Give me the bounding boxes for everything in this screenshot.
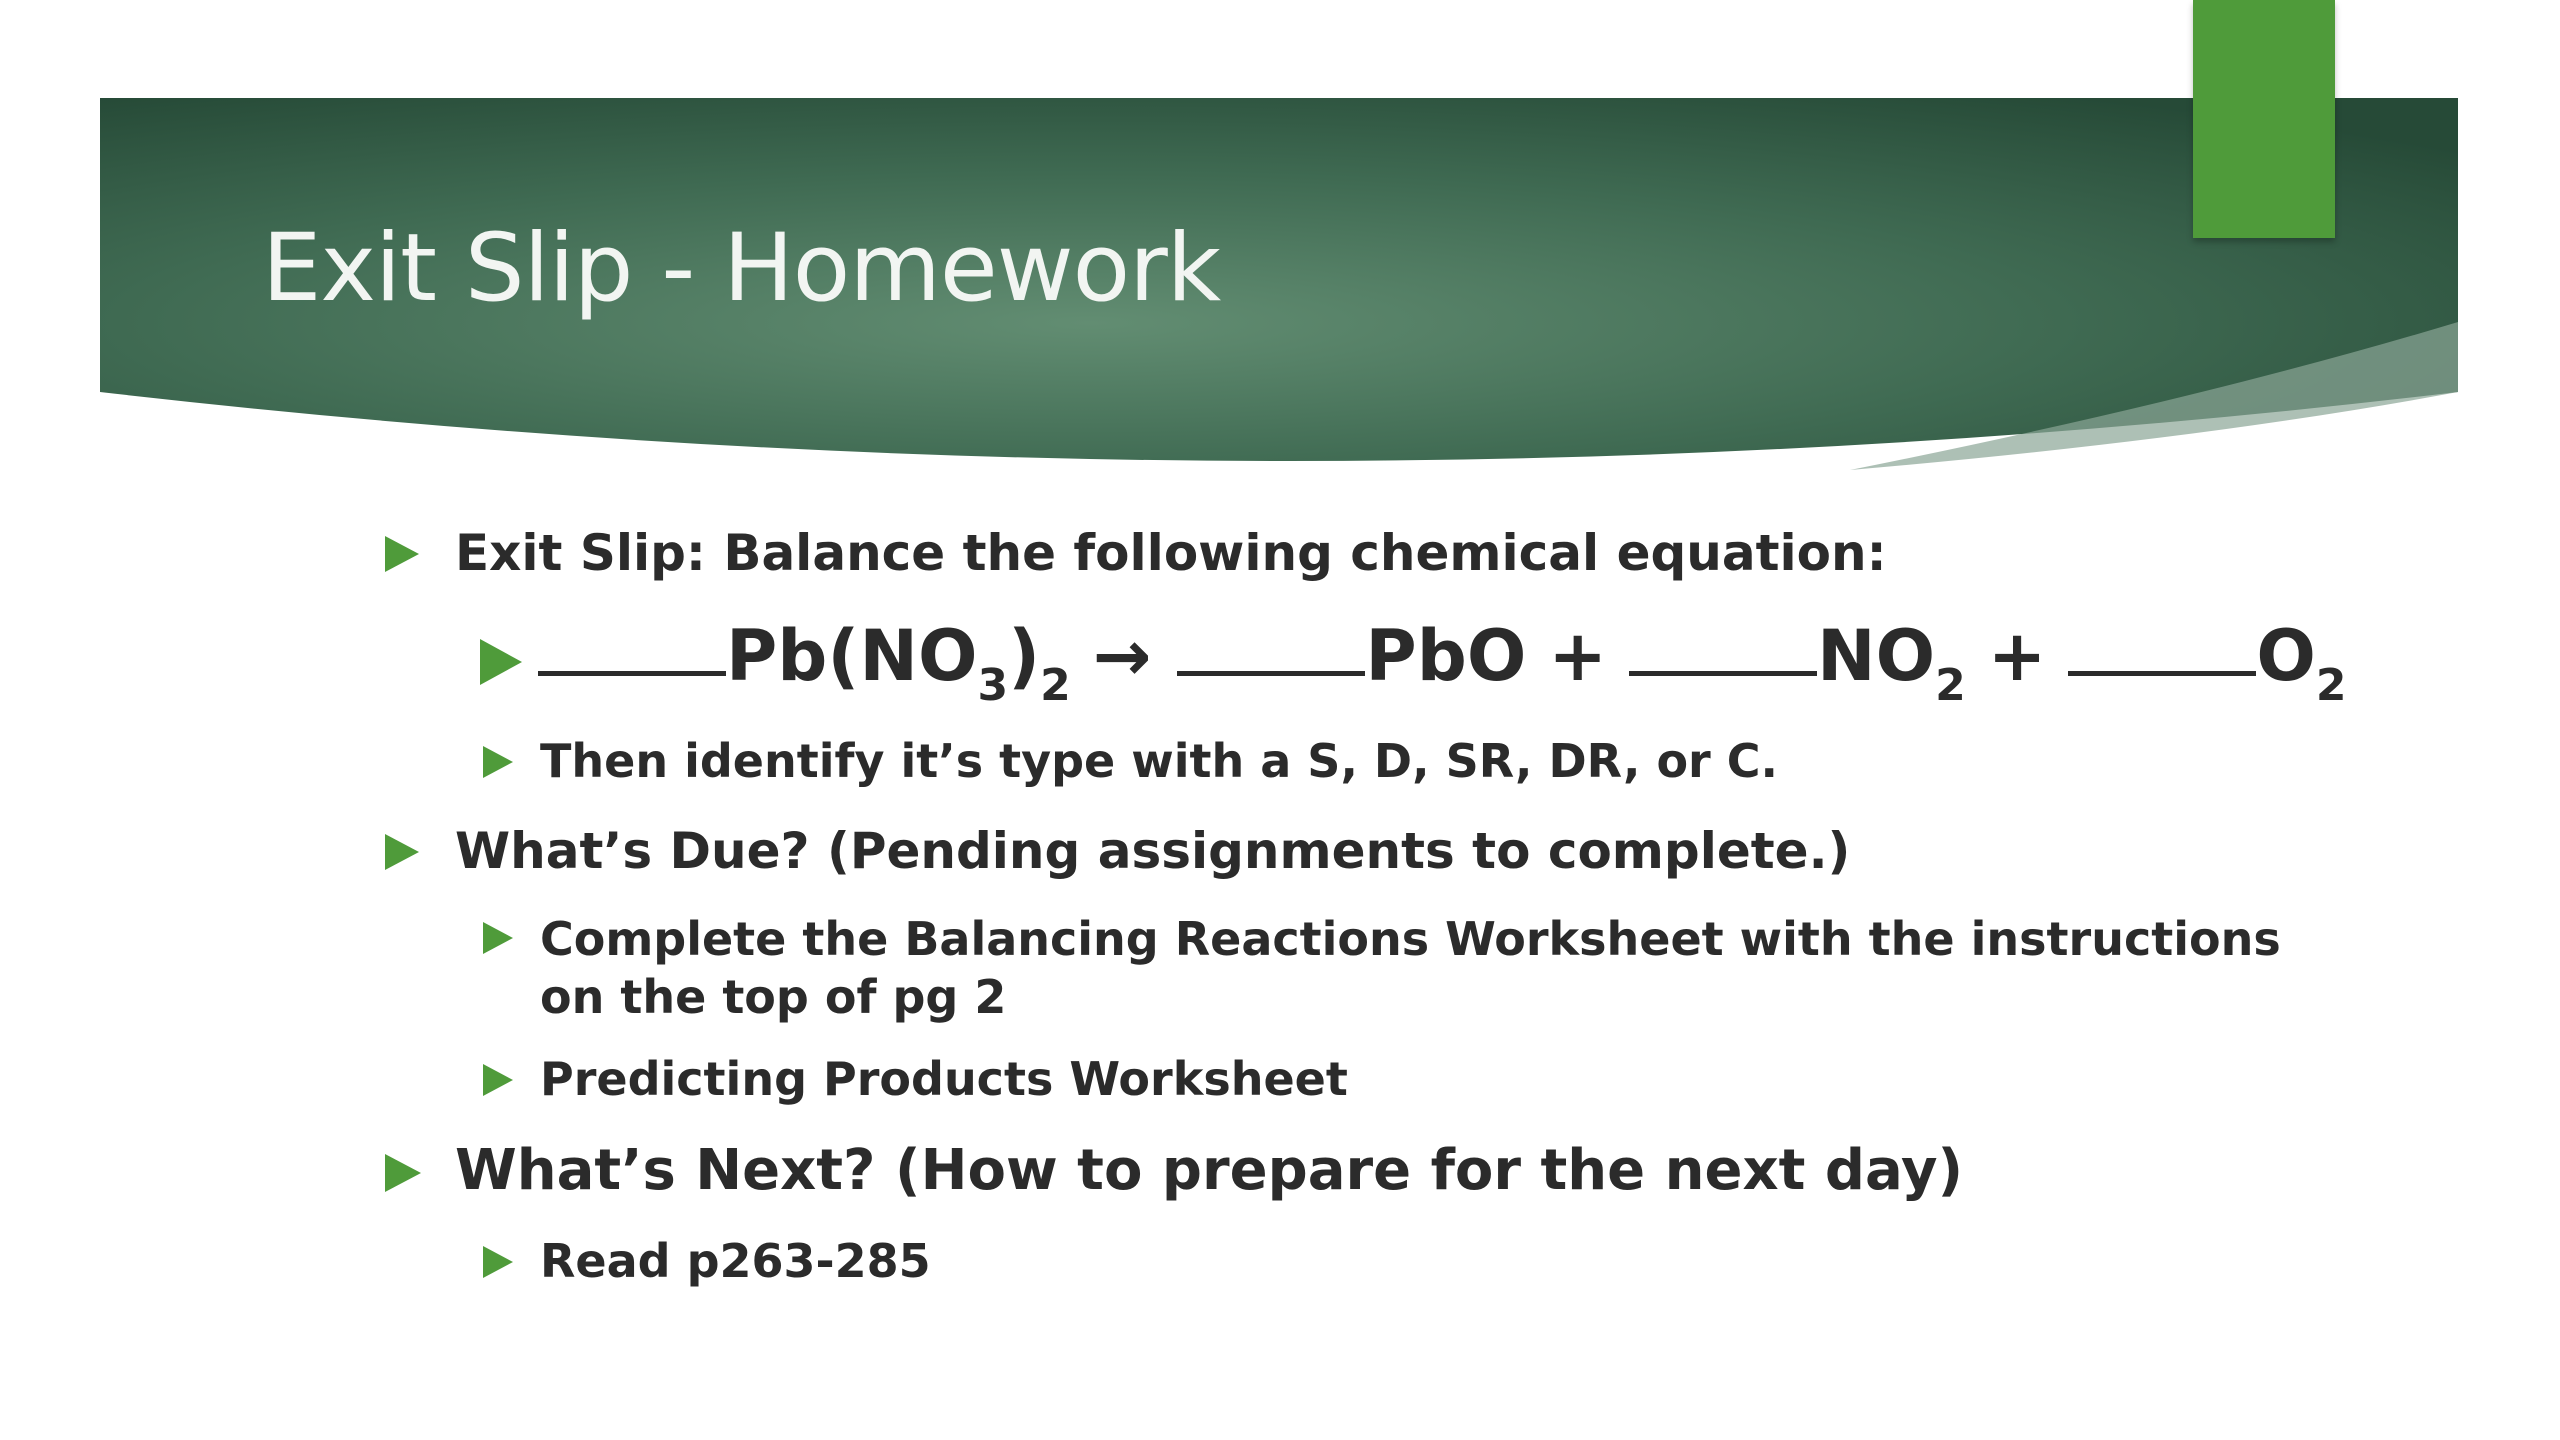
due-2-text: Predicting Products Worksheet [540,1052,1348,1106]
bullet-equation [480,615,2347,711]
bullet-due-2 [483,1052,1348,1106]
triangle-right-icon [483,734,540,778]
subscript: 3 [977,660,1009,711]
identify-text: Then identify it’s type with a S, D, SR, DR, or C. [540,734,1778,788]
due-1-text: Complete the Balancing Reactions Worksheet with the instructions on the top of pg 2 [540,912,2281,1024]
product-3-formula: O [2256,615,2316,697]
reaction-arrow-icon: → [1092,615,1152,697]
coefficient-blank-3[interactable] [1629,671,1817,676]
triangle-right-icon [480,615,538,685]
triangle-right-icon [483,1234,540,1278]
product-2-formula: NO [1816,615,1936,697]
product-1-formula: PbO [1365,615,1527,697]
coefficient-blank-2[interactable] [1177,671,1365,676]
subscript: 2 [1040,660,1071,711]
bullet-due-1 [483,910,2340,1026]
plus-sign: + [1987,615,2047,697]
coefficient-blank-4[interactable] [2068,671,2256,676]
subscript: 2 [1935,660,1966,711]
triangle-right-icon [483,1052,540,1096]
whats-next-text: What’s Next? (How to prepare for the next day) [455,1138,1964,1203]
triangle-right-icon [385,822,455,870]
bullet-whats-next [385,1138,1963,1203]
coefficient-blank-1[interactable] [538,671,726,676]
whats-due-text: What’s Due? (Pending assignments to complete.) [455,822,1851,880]
next-1-text: Read p263-285 [540,1234,931,1288]
bullet-next-1 [483,1234,931,1288]
exit-slip-text: Exit Slip: Balance the following chemical equation: [455,524,1887,582]
triangle-right-icon [385,1138,455,1192]
chemical-equation [538,615,2347,711]
triangle-right-icon [385,524,455,572]
bullet-identify [483,734,1778,788]
bullet-whats-due [385,822,1850,880]
reactant-formula: Pb(NO [726,615,978,697]
triangle-right-icon [483,910,540,954]
plus-sign: + [1548,615,1607,697]
slide-title: Exit Slip - Homework [262,214,1221,323]
reactant-close-paren: ) [1008,615,1041,697]
subscript: 2 [2315,660,2347,711]
bullet-exit-slip [385,524,1887,582]
